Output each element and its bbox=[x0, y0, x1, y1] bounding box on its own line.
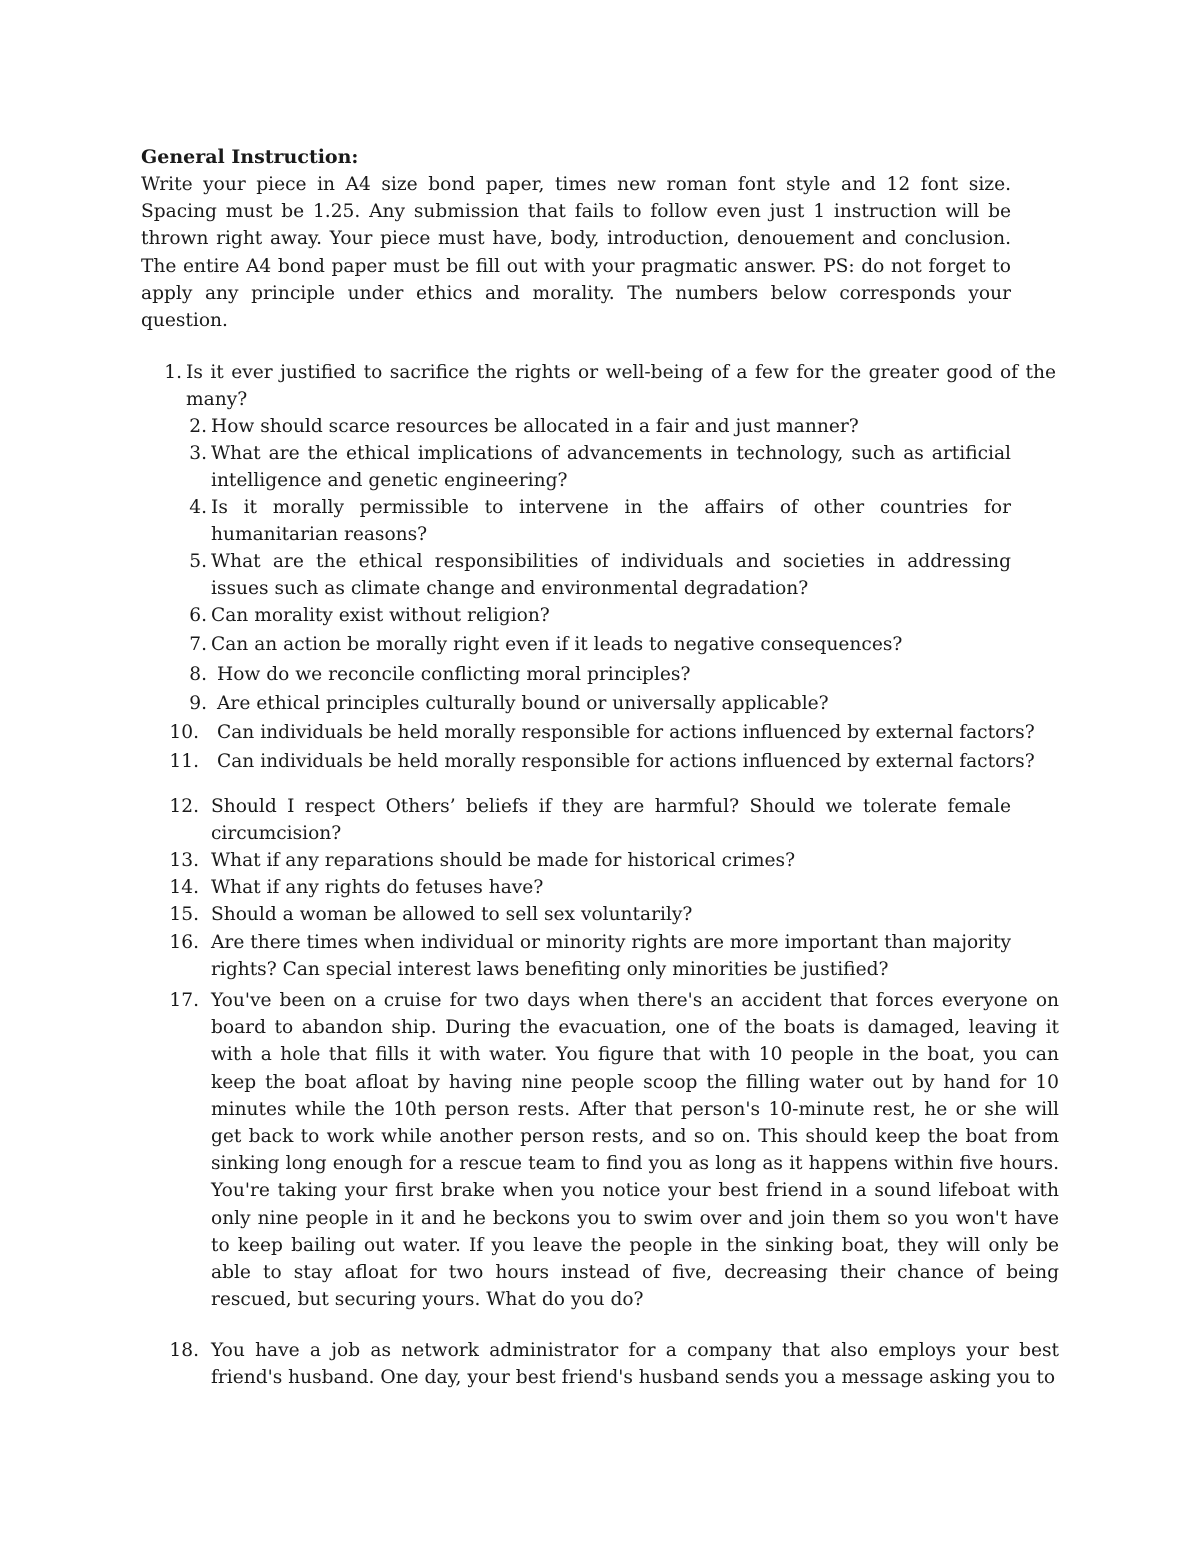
question-item bbox=[169, 901, 1011, 928]
question-item bbox=[169, 929, 1011, 983]
question-number: 17. bbox=[169, 990, 199, 1011]
question-text: You have a job as network administrator for a company that also employs your best friend's husband. One day, your best friend's husband sends you a message asking you to bbox=[211, 1340, 1059, 1389]
question-text: Are ethical principles culturally bound or universally applicable? bbox=[217, 693, 829, 714]
instruction-paragraph: Write your piece in A4 size bond paper, times new roman font style and 12 font size. Spacing must be 1.25. Any submission that fails to follow even just 1 instruction will be thrown right away. Your piece must have, body, introduction, denouement and conclusion. The entire A4 bond paper must be fill out with your pragmatic answer. PS: do not forget to apply any principle under ethics and morality. The numbers below corresponds your question. bbox=[141, 174, 1011, 332]
question-item bbox=[169, 874, 1011, 901]
question-text: What are the ethical implications of advancements in technology, such as artificial intelligence and genetic engineering? bbox=[211, 443, 1011, 492]
question-number: 11. bbox=[169, 751, 199, 772]
question-number: 13. bbox=[169, 850, 199, 871]
question-number: 10. bbox=[169, 722, 199, 743]
question-item bbox=[189, 690, 1047, 717]
question-item bbox=[169, 793, 1011, 847]
question-number: 4. bbox=[189, 497, 207, 518]
general-instruction-heading: General Instruction: bbox=[141, 146, 359, 168]
question-text: Can morality exist without religion? bbox=[211, 605, 550, 626]
question-item bbox=[189, 440, 1011, 494]
question-number: 14. bbox=[169, 877, 199, 898]
question-text: Is it morally permissible to intervene in the affairs of other countries for humanitarian reasons? bbox=[211, 497, 1011, 546]
question-text: What if any reparations should be made for historical crimes? bbox=[211, 850, 796, 871]
question-number: 1. bbox=[164, 362, 182, 383]
question-item bbox=[169, 719, 1047, 746]
question-text: What if any rights do fetuses have? bbox=[211, 877, 544, 898]
question-number: 7. bbox=[189, 634, 207, 655]
question-text: Can individuals be held morally responsible for actions influenced by external factors? bbox=[217, 751, 1035, 772]
question-text: What are the ethical responsibilities of individuals and societies in addressing issues such as climate change and environmental degradation? bbox=[211, 551, 1011, 600]
question-text: Is it ever justified to sacrifice the rights or well-being of a few for the greater good of the many? bbox=[186, 362, 1056, 411]
question-text: Are there times when individual or minority rights are more important than majority rights? Can special interest laws benefiting only minorities be justified? bbox=[211, 932, 1011, 981]
question-item bbox=[189, 548, 1011, 602]
question-item bbox=[189, 631, 1041, 658]
question-item bbox=[169, 987, 1059, 1313]
question-item bbox=[189, 413, 1011, 440]
question-text: Should a woman be allowed to sell sex voluntarily? bbox=[211, 904, 693, 925]
question-number: 9. bbox=[189, 693, 207, 714]
question-number: 12. bbox=[169, 796, 199, 817]
question-item bbox=[169, 748, 1047, 775]
question-item bbox=[189, 661, 1047, 688]
question-item bbox=[169, 1337, 1059, 1391]
question-item bbox=[169, 847, 1011, 874]
question-number: 6. bbox=[189, 605, 207, 626]
question-text: How should scarce resources be allocated in a fair and just manner? bbox=[211, 416, 859, 437]
question-number: 8. bbox=[189, 664, 207, 685]
question-text: Can an action be morally right even if it leads to negative consequences? bbox=[211, 634, 903, 655]
question-number: 5. bbox=[189, 551, 207, 572]
question-number: 2. bbox=[189, 416, 207, 437]
question-item bbox=[164, 359, 1056, 413]
question-number: 15. bbox=[169, 904, 199, 925]
question-number: 3. bbox=[189, 443, 207, 464]
question-text: You've been on a cruise for two days when there's an accident that forces everyone on board to abandon ship. During the evacuation, one of the boats is damaged, leaving it with a hole that fills it with water. You figure that with 10 people in the boat, you can keep the boat afloat by having nine people scoop the filling water out by hand for 10 minutes while the 10th person rests. After that person's 10-minute rest, he or she will get back to work while another person rests, and so on. This should keep the boat from sinking long enough for a rescue team to find you as long as it happens within five hours. You're taking your first brake when you notice your best friend in a sound lifeboat with only nine people in it and he beckons you to swim over and join them so you won't have to keep bailing out water. If you leave the people in the sinking boat, they will only be able to stay afloat for two hours instead of five, decreasing their chance of being rescued, but securing yours. What do you do? bbox=[211, 990, 1059, 1311]
question-item bbox=[189, 494, 1011, 548]
question-text: Should I respect Others’ beliefs if they are harmful? Should we tolerate female circumcision? bbox=[211, 796, 1011, 845]
question-number: 18. bbox=[169, 1340, 199, 1361]
question-text: How do we reconcile conflicting moral principles? bbox=[217, 664, 691, 685]
question-text: Can individuals be held morally responsible for actions influenced by external factors? bbox=[217, 722, 1035, 743]
question-number: 16. bbox=[169, 932, 199, 953]
question-item bbox=[189, 602, 1011, 629]
